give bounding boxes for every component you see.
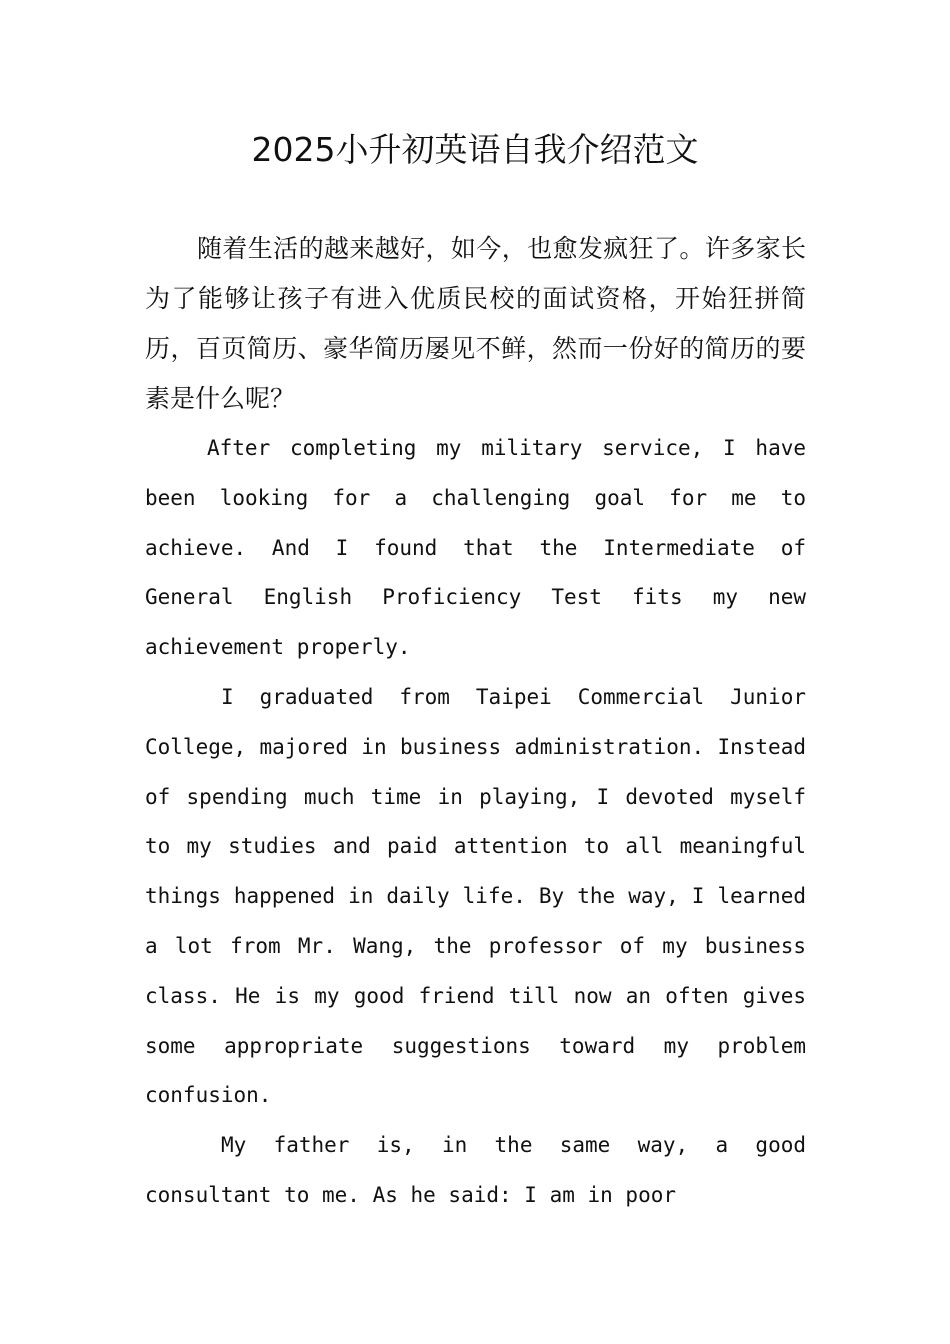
military-service-paragraph: After completing my military service, I have been looking for a challenging goal for me to achieve. And I found that the Intermediate of General English Proficiency Test fits my new achievement properly. (145, 436, 806, 660)
document-title: 2025小升初英语自我介绍范文 (251, 130, 699, 169)
document-body (145, 224, 806, 1221)
intro-paragraph: 随着生活的越来越好，如今，也愈发疯狂了。许多家长为了能够让孩子有进入优质民校的面试资格，开始狂拼简历，百页简历、豪华简历屡见不鲜，然而一份好的简历的要素是什么呢？ (145, 234, 806, 413)
education-paragraph: I graduated from Taipei Commercial Junior College, majored in business administration. Instead of spending much time in playing, I devoted myself to my studies and paid attention to all meaningful things happened in daily life. By the way, I learned a lot from Mr. Wang, the professor of my business class. He is my good friend till now an often gives some appropriate suggestions toward my problem confusion. (145, 684, 806, 1108)
father-paragraph: My father is, in the same way, a good consultant to me. As he said: I am in poor (145, 1133, 806, 1207)
